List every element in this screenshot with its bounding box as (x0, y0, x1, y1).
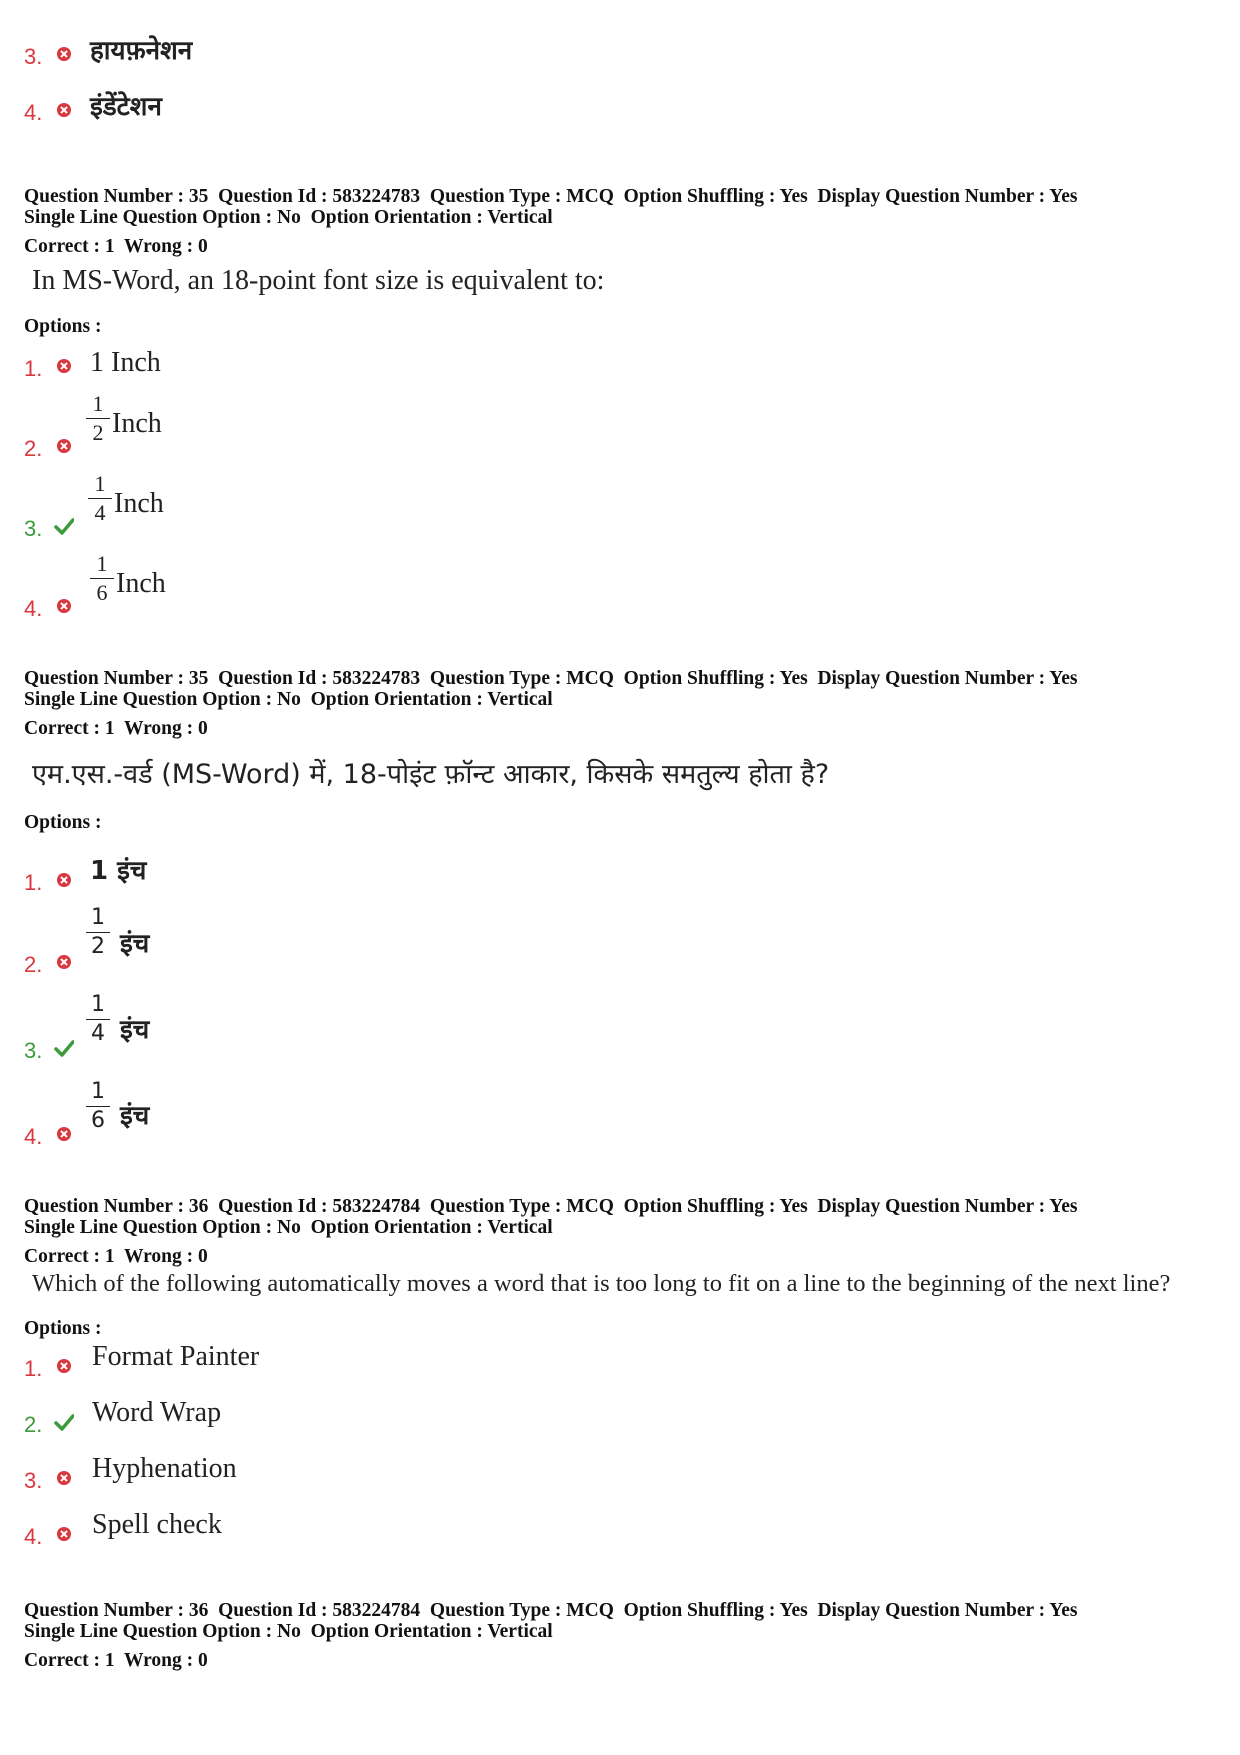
fraction-bar (90, 578, 114, 579)
question-meta (24, 668, 1077, 710)
option-text: हायफ़नेशन (90, 36, 193, 66)
score-line: Correct : 1 Wrong : 0 (24, 718, 208, 739)
score-line: Correct : 1 Wrong : 0 (24, 236, 208, 257)
fraction-bar (86, 418, 110, 419)
numerator: 1 (91, 992, 105, 1017)
denominator: 4 (91, 1021, 105, 1046)
options-label: Options : (24, 812, 102, 833)
option-text: Format Painter (92, 1341, 260, 1372)
option-text: इंडेंटेशन (90, 92, 162, 122)
option-unit: Inch (114, 488, 164, 519)
check-icon (54, 516, 74, 536)
fraction-bar (86, 932, 110, 933)
numerator: 1 (94, 471, 106, 496)
options-label: Options : (24, 1318, 102, 1339)
denominator: 2 (91, 934, 105, 959)
meta-line-2: Single Line Question Option : No Option Orientation : Vertical (24, 1217, 553, 1238)
option-text: Hyphenation (92, 1453, 237, 1484)
option-number: 4. (24, 596, 43, 621)
meta-line-1: Question Number : 35 Question Id : 583224783 Question Type : MCQ Option Shuffling : Yes Display Question Number : Yes (24, 668, 1078, 689)
option-number: 3. (24, 516, 43, 541)
denominator: 6 (91, 1108, 105, 1133)
fraction-bar (88, 498, 112, 499)
score-line: Correct : 1 Wrong : 0 (24, 1246, 208, 1267)
meta-line-2: Single Line Question Option : No Option Orientation : Vertical (24, 207, 553, 228)
option-text: 1 Inch (90, 347, 161, 378)
option-number: 1. (24, 1356, 43, 1381)
option-number: 2. (24, 1412, 43, 1437)
question-text: In MS-Word, an 18-point font size is equivalent to: (32, 265, 605, 296)
option-text: 1 इंच (90, 856, 147, 886)
option-unit: Inch (112, 408, 162, 439)
options-label: Options : (24, 316, 102, 337)
option-number: 1. (24, 356, 43, 381)
denominator: 4 (94, 500, 106, 525)
check-icon (54, 1412, 74, 1432)
cross-icon (54, 952, 74, 972)
score-line: Correct : 1 Wrong : 0 (24, 1650, 208, 1671)
question-text: Which of the following automatically moves a word that is too long to fit on a line to the beginning of the next line? (32, 1270, 1171, 1297)
meta-line-2: Single Line Question Option : No Option Orientation : Vertical (24, 1621, 553, 1642)
question-text: एम.एस.-वर्ड (MS-Word) में, 18-पोइंट फ़ॉन्ट आकार, किसके समतुल्य होता है? (32, 759, 830, 790)
option-number: 4. (24, 100, 43, 125)
question-meta (24, 186, 1077, 228)
cross-icon (54, 1356, 74, 1376)
option-unit: इंच (120, 1015, 150, 1045)
option-number: 4. (24, 1124, 43, 1149)
question-meta (24, 1196, 1077, 1238)
check-icon (54, 1038, 74, 1058)
fraction (90, 552, 114, 605)
fraction-bar (86, 1106, 110, 1107)
denominator: 2 (92, 420, 104, 445)
option-text: Word Wrap (92, 1397, 222, 1428)
option-text: Spell check (92, 1509, 222, 1540)
numerator: 1 (91, 1079, 105, 1104)
option-number: 3. (24, 44, 43, 69)
option-number: 2. (24, 436, 43, 461)
fraction (86, 392, 110, 445)
meta-line-1: Question Number : 36 Question Id : 583224784 Question Type : MCQ Option Shuffling : Yes Display Question Number : Yes (24, 1600, 1078, 1621)
cross-icon (54, 870, 74, 890)
option-unit: Inch (116, 568, 166, 599)
cross-icon (54, 1124, 74, 1144)
option-number: 2. (24, 952, 43, 977)
cross-icon (54, 100, 74, 120)
numerator: 1 (91, 905, 105, 930)
denominator: 6 (96, 580, 108, 605)
fraction (88, 472, 112, 525)
option-unit: इंच (120, 929, 150, 959)
cross-icon (54, 596, 74, 616)
numerator: 1 (92, 391, 104, 416)
meta-line-2: Single Line Question Option : No Option Orientation : Vertical (24, 689, 553, 710)
option-number: 1. (24, 870, 43, 895)
option-number: 3. (24, 1038, 43, 1063)
cross-icon (54, 1524, 74, 1544)
fraction (86, 1080, 110, 1133)
fraction (86, 993, 110, 1046)
cross-icon (54, 1468, 74, 1488)
option-number: 4. (24, 1524, 43, 1549)
numerator: 1 (96, 551, 108, 576)
fraction (86, 906, 110, 959)
fraction-bar (86, 1019, 110, 1020)
question-meta (24, 1600, 1077, 1642)
option-unit: इंच (120, 1101, 150, 1131)
meta-line-1: Question Number : 35 Question Id : 583224783 Question Type : MCQ Option Shuffling : Yes Display Question Number : Yes (24, 186, 1078, 207)
option-number: 3. (24, 1468, 43, 1493)
cross-icon (54, 44, 74, 64)
meta-line-1: Question Number : 36 Question Id : 583224784 Question Type : MCQ Option Shuffling : Yes Display Question Number : Yes (24, 1196, 1078, 1217)
cross-icon (54, 436, 74, 456)
cross-icon (54, 356, 74, 376)
